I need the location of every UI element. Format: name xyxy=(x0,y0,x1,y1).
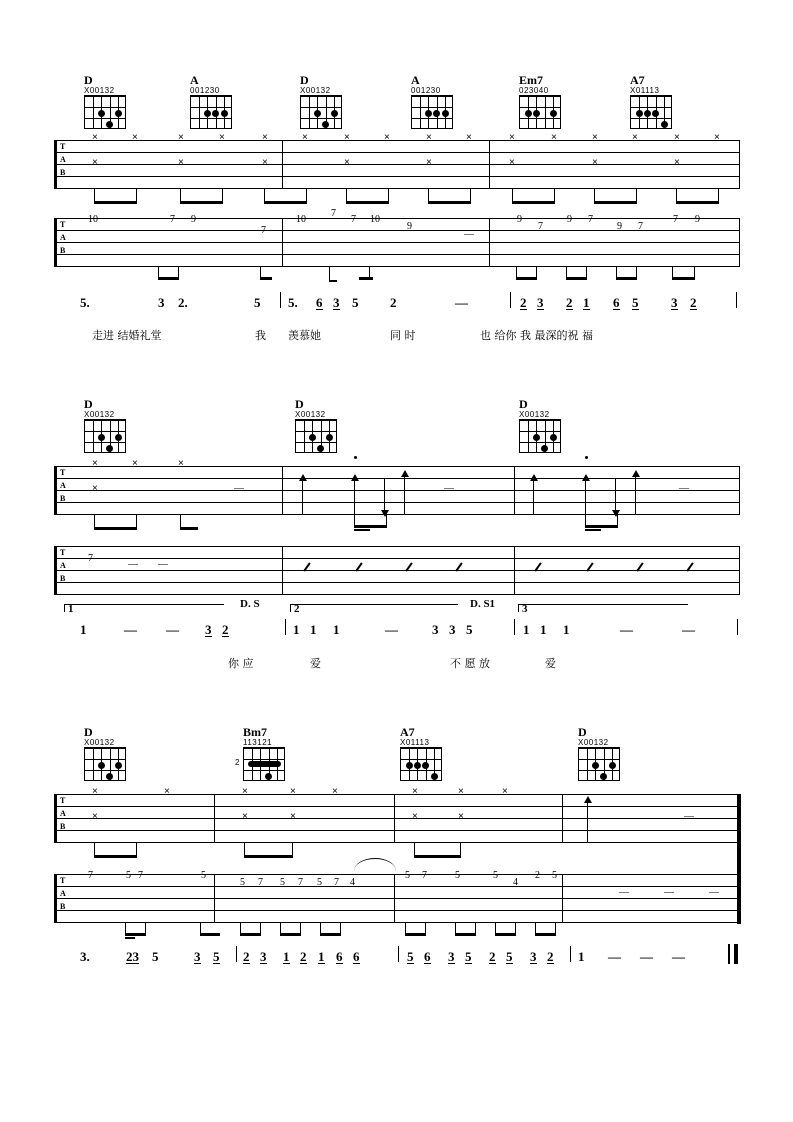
melody-note: 1 xyxy=(293,622,300,637)
staff-label-a: A xyxy=(60,889,66,898)
mute-x: × xyxy=(592,132,598,143)
mute-x: × xyxy=(262,157,268,168)
system-3-tab xyxy=(54,870,740,924)
melody-final-barline xyxy=(734,944,738,964)
melody-note: 6 xyxy=(424,949,431,964)
tab-number: 5 xyxy=(455,870,460,881)
mute-x: × xyxy=(344,157,350,168)
staff-label-t: T xyxy=(60,876,66,885)
system-1 xyxy=(54,132,740,190)
melody-note: 23 xyxy=(126,949,139,964)
staff-label-a: A xyxy=(60,561,66,570)
lyric-line: 也 给你 我 最深的祝 福 xyxy=(480,329,593,342)
lyric-line: 羡慕她 xyxy=(288,329,321,342)
chord-grid xyxy=(295,419,337,453)
tab-number: 7 xyxy=(638,221,643,232)
tab-rest-dash: — xyxy=(444,483,454,494)
melody-note: 2. xyxy=(178,295,188,310)
tab-number: 7 xyxy=(138,870,143,881)
mute-x: × xyxy=(290,786,296,797)
melody-note: 3 xyxy=(333,295,340,310)
chord-fingering: X00132 xyxy=(295,410,326,419)
ds-mark: D. S xyxy=(240,598,260,610)
melody-barline xyxy=(280,292,281,308)
melody-note: 3 xyxy=(537,295,544,310)
mute-x: × xyxy=(92,483,98,494)
melody-rest: — xyxy=(672,949,685,964)
tab-number: 9 xyxy=(617,221,622,232)
melody-note: 5 xyxy=(407,949,414,964)
mute-x: × xyxy=(92,132,98,143)
staff-label-b: B xyxy=(60,246,66,255)
mute-x: × xyxy=(242,811,248,822)
melody-note: 6 xyxy=(316,295,323,310)
melody-rest: — xyxy=(124,622,137,637)
mute-x: × xyxy=(412,811,418,822)
chord-grid xyxy=(519,95,561,129)
chord-diagram xyxy=(519,74,561,129)
chord-name: A7 xyxy=(630,73,645,87)
chord-grid xyxy=(411,95,453,129)
chord-diagram xyxy=(400,726,442,781)
chord-grid xyxy=(84,419,126,453)
melody-note: 3 xyxy=(448,949,455,964)
tab-number: 7 xyxy=(88,870,93,881)
melody-note: 1 xyxy=(563,622,570,637)
mute-x: × xyxy=(219,132,225,143)
tab-staff-strum xyxy=(54,458,740,516)
tab-number: 9 xyxy=(191,214,196,225)
mute-x: × xyxy=(262,132,268,143)
tab-number: 9 xyxy=(407,221,412,232)
staff-label-t: T xyxy=(60,548,66,557)
tab-number: 9 xyxy=(567,214,572,225)
staff-label-b: B xyxy=(60,902,66,911)
tab-number: 7 xyxy=(298,877,303,888)
mute-x: × xyxy=(674,157,680,168)
chord-name: A xyxy=(190,73,199,87)
tab-rest-dash: — xyxy=(679,483,689,494)
chord-fingering: X00132 xyxy=(84,410,115,419)
tab-staff-notes xyxy=(54,546,740,596)
mute-x: × xyxy=(178,132,184,143)
chord-diagram xyxy=(84,398,126,453)
tab-number: 10 xyxy=(296,214,306,225)
melody-rest: — xyxy=(608,949,621,964)
melody-note: 3 xyxy=(449,622,456,637)
melody-note: 3 xyxy=(671,295,678,310)
tab-number: 7 xyxy=(538,221,543,232)
melody-note: 1 xyxy=(523,622,530,637)
mute-x: × xyxy=(178,157,184,168)
tab-number: 7 xyxy=(331,208,336,219)
ds-mark: D. S1 xyxy=(470,598,496,610)
melody-note: 5 xyxy=(466,622,473,637)
melody-barline xyxy=(510,292,511,308)
tab-number: 7 xyxy=(673,214,678,225)
tab-number: 4 xyxy=(513,877,518,888)
mute-x: × xyxy=(92,786,98,797)
chord-diagram xyxy=(630,74,672,129)
melody-note: 5 xyxy=(213,949,220,964)
chord-fingering: 001230 xyxy=(411,86,441,95)
tab-number: 7 xyxy=(422,870,427,881)
melody-note: 3 xyxy=(530,949,537,964)
mute-x: × xyxy=(132,132,138,143)
tab-number: 5 xyxy=(240,877,245,888)
mute-x: × xyxy=(551,132,557,143)
chord-grid xyxy=(84,95,126,129)
chord-name: D xyxy=(84,73,93,87)
tab-number: 7 xyxy=(88,553,93,564)
mute-x: × xyxy=(344,132,350,143)
melody-note: 6 xyxy=(353,949,360,964)
chord-fingering: X00132 xyxy=(300,86,331,95)
volta-number: 3 xyxy=(522,603,528,615)
tab-number: 9 xyxy=(517,214,522,225)
melody-note: 3. xyxy=(80,949,90,964)
melody-note: 5 xyxy=(632,295,639,310)
lyric-line: 走进 结婚礼堂 xyxy=(92,329,162,342)
staff-label-b: B xyxy=(60,494,66,503)
system-2 xyxy=(54,458,740,516)
melody-rest: — xyxy=(166,622,179,637)
melody-note: 2 xyxy=(566,295,573,310)
mute-x: × xyxy=(426,157,432,168)
melody-note: 6 xyxy=(336,949,343,964)
tab-rest-dash: — xyxy=(234,483,244,494)
melody-barline xyxy=(736,292,737,308)
melody-final-barline xyxy=(728,944,730,964)
staff-label-b: B xyxy=(60,822,66,831)
mute-x: × xyxy=(384,132,390,143)
chord-diagram xyxy=(578,726,620,781)
mute-x: × xyxy=(412,786,418,797)
tab-rest-dash: — xyxy=(128,559,138,570)
chord-grid xyxy=(519,419,561,453)
melody-barline xyxy=(398,946,399,962)
mute-x: × xyxy=(332,786,338,797)
chord-diagram xyxy=(84,726,126,781)
chord-diagram xyxy=(519,398,561,453)
staff-label-t: T xyxy=(60,468,66,477)
chord-name: Em7 xyxy=(519,73,543,87)
melody-note: 1 xyxy=(578,949,585,964)
chord-fingering: X00132 xyxy=(84,86,115,95)
melody-rest: — xyxy=(385,622,398,637)
chord-name: A xyxy=(411,73,420,87)
melody-note: 3 xyxy=(158,295,165,310)
mute-x: × xyxy=(674,132,680,143)
tab-staff-notes: T A B 7 5 7 5 5 7 5 7 5 7 4 5 7 5 5 4 2 5 — — — xyxy=(54,874,740,924)
chord-fingering: 023040 xyxy=(519,86,549,95)
mute-x: × xyxy=(132,458,138,469)
melody-note: 1 xyxy=(540,622,547,637)
tab-number: 7 xyxy=(261,225,266,236)
melody-note: 2 xyxy=(300,949,307,964)
melody-rest: — xyxy=(455,295,468,310)
melody-note: 1 xyxy=(333,622,340,637)
mute-x: × xyxy=(92,811,98,822)
mute-x: × xyxy=(458,811,464,822)
chord-name: Bm7 xyxy=(243,725,267,739)
melody-note: 2 xyxy=(222,622,229,637)
tab-rest-dash: — xyxy=(158,559,168,570)
tab-number: 10 xyxy=(88,214,98,225)
melody-note: 5 xyxy=(152,949,159,964)
mute-x: × xyxy=(466,132,472,143)
volta-bracket xyxy=(64,604,224,605)
staff-label-a: A xyxy=(60,233,66,242)
tab-number: 4 xyxy=(350,877,355,888)
staff-label-t: T xyxy=(60,220,66,229)
chord-grid xyxy=(630,95,672,129)
melody-barline xyxy=(737,619,738,635)
melody-rest: — xyxy=(620,622,633,637)
volta-bracket xyxy=(290,604,458,605)
chord-diagram xyxy=(295,398,337,453)
volta-number: 2 xyxy=(294,603,300,615)
chord-grid xyxy=(300,95,342,129)
staff-label-t: T xyxy=(60,142,66,151)
melody-note: 2 xyxy=(390,295,397,310)
melody-note: 3 xyxy=(194,949,201,964)
melody-note: 1 xyxy=(318,949,325,964)
melody-note: 5 xyxy=(506,949,513,964)
tab-number: 5 xyxy=(405,870,410,881)
mute-x: × xyxy=(592,157,598,168)
chord-name: D xyxy=(519,397,528,411)
chord-grid xyxy=(243,747,285,781)
chord-fingering: 001230 xyxy=(190,86,220,95)
tab-number: 7 xyxy=(588,214,593,225)
tab-number: 5 xyxy=(317,877,322,888)
tab-number: 5 xyxy=(126,870,131,881)
mute-x: × xyxy=(290,811,296,822)
tab-number: 7 xyxy=(334,877,339,888)
melody-note: 2 xyxy=(690,295,697,310)
lyric-line: 同 时 xyxy=(390,329,416,342)
lyric-line: 你 应 xyxy=(228,657,254,670)
chord-diagram xyxy=(84,74,126,129)
mute-x: × xyxy=(502,786,508,797)
staff-label-a: A xyxy=(60,809,66,818)
chord-name: D xyxy=(84,397,93,411)
melody-note: 5. xyxy=(288,295,298,310)
system-3 xyxy=(54,786,740,844)
staff-label-b: B xyxy=(60,168,66,177)
chord-fingering: X00132 xyxy=(519,410,550,419)
chord-fingering: X01113 xyxy=(400,738,430,747)
mute-x: × xyxy=(714,132,720,143)
chord-name: A7 xyxy=(400,725,415,739)
tab-number: 2 xyxy=(535,870,540,881)
mute-x: × xyxy=(242,786,248,797)
melody-note: 3 xyxy=(205,622,212,637)
melody-note: 1 xyxy=(310,622,317,637)
melody-note: 5 xyxy=(254,295,261,310)
melody-note: 1 xyxy=(583,295,590,310)
lyric-line: 爱 xyxy=(545,657,556,670)
lyric-line: 不 愿 放 xyxy=(450,657,490,670)
melody-note: 3 xyxy=(432,622,439,637)
mute-x: × xyxy=(302,132,308,143)
chord-name: D xyxy=(295,397,304,411)
chord-name: D xyxy=(300,73,309,87)
chord-fingering: X00132 xyxy=(84,738,115,747)
tab-number: 5 xyxy=(280,877,285,888)
barre-fret-label: 2 xyxy=(235,758,240,767)
chord-grid xyxy=(190,95,232,129)
melody-note: 1 xyxy=(283,949,290,964)
tab-number: 5 xyxy=(552,870,557,881)
mute-x: × xyxy=(509,157,515,168)
melody-note: 5 xyxy=(352,295,359,310)
melody-note: 1 xyxy=(80,622,87,637)
chord-diagram xyxy=(190,74,232,129)
melody-barline xyxy=(570,946,571,962)
staff-label-t: T xyxy=(60,796,66,805)
chord-diagram xyxy=(300,74,342,129)
mute-x: × xyxy=(458,786,464,797)
chord-name: D xyxy=(578,725,587,739)
tab-number: 5 xyxy=(493,870,498,881)
mute-x: × xyxy=(92,458,98,469)
chord-grid xyxy=(84,747,126,781)
chord-fingering: X00132 xyxy=(578,738,609,747)
mute-x: × xyxy=(92,157,98,168)
mute-x: × xyxy=(164,786,170,797)
tab-number: 7 xyxy=(351,214,356,225)
volta-bracket xyxy=(518,604,688,605)
tab-number: 5 xyxy=(201,870,206,881)
melody-barline xyxy=(236,946,237,962)
melody-barline xyxy=(514,619,515,635)
system-1-tab xyxy=(54,208,740,268)
melody-note: 6 xyxy=(613,295,620,310)
chord-name: D xyxy=(84,725,93,739)
mute-x: × xyxy=(509,132,515,143)
system-end-barline xyxy=(737,794,741,924)
melody-note: 2 xyxy=(489,949,496,964)
chord-grid xyxy=(400,747,442,781)
mute-x: × xyxy=(426,132,432,143)
volta-number: 1 xyxy=(68,603,74,615)
tab-number: 7 xyxy=(258,877,263,888)
chord-grid xyxy=(578,747,620,781)
staff-label-b: B xyxy=(60,574,66,583)
melody-note: 5. xyxy=(80,295,90,310)
mute-x: × xyxy=(632,132,638,143)
staff-label-a: A xyxy=(60,155,66,164)
tab-number: 10 xyxy=(370,214,380,225)
tab-number: 9 xyxy=(695,214,700,225)
staff-label-a: A xyxy=(60,481,66,490)
melody-rest: — xyxy=(640,949,653,964)
tab-staff-notes: T A B 10 7 9 7 10 7 7 10 9 — 9 7 9 7 9 7 7 9 xyxy=(54,218,740,268)
tab-staff-strum: T A B × × × × × × × × × × × × × — xyxy=(54,794,740,844)
melody-note: 5 xyxy=(465,949,472,964)
melody-note: 2 xyxy=(547,949,554,964)
system-2-tab xyxy=(54,546,740,596)
melody-barline xyxy=(285,619,286,635)
chord-fingering: X01113 xyxy=(630,86,660,95)
melody-note: 2 xyxy=(243,949,250,964)
tab-number: 7 xyxy=(170,214,175,225)
tab-staff-strum xyxy=(54,132,740,190)
chord-diagram xyxy=(235,725,285,781)
melody-note: 3 xyxy=(260,949,267,964)
chord-diagram xyxy=(411,74,453,129)
melody-note: 2 xyxy=(520,295,527,310)
lyric-line: 我 xyxy=(255,329,266,342)
chord-fingering: 113121 xyxy=(243,738,273,747)
lyric-line: 爱 xyxy=(310,657,321,670)
mute-x: × xyxy=(178,458,184,469)
melody-rest: — xyxy=(682,622,695,637)
